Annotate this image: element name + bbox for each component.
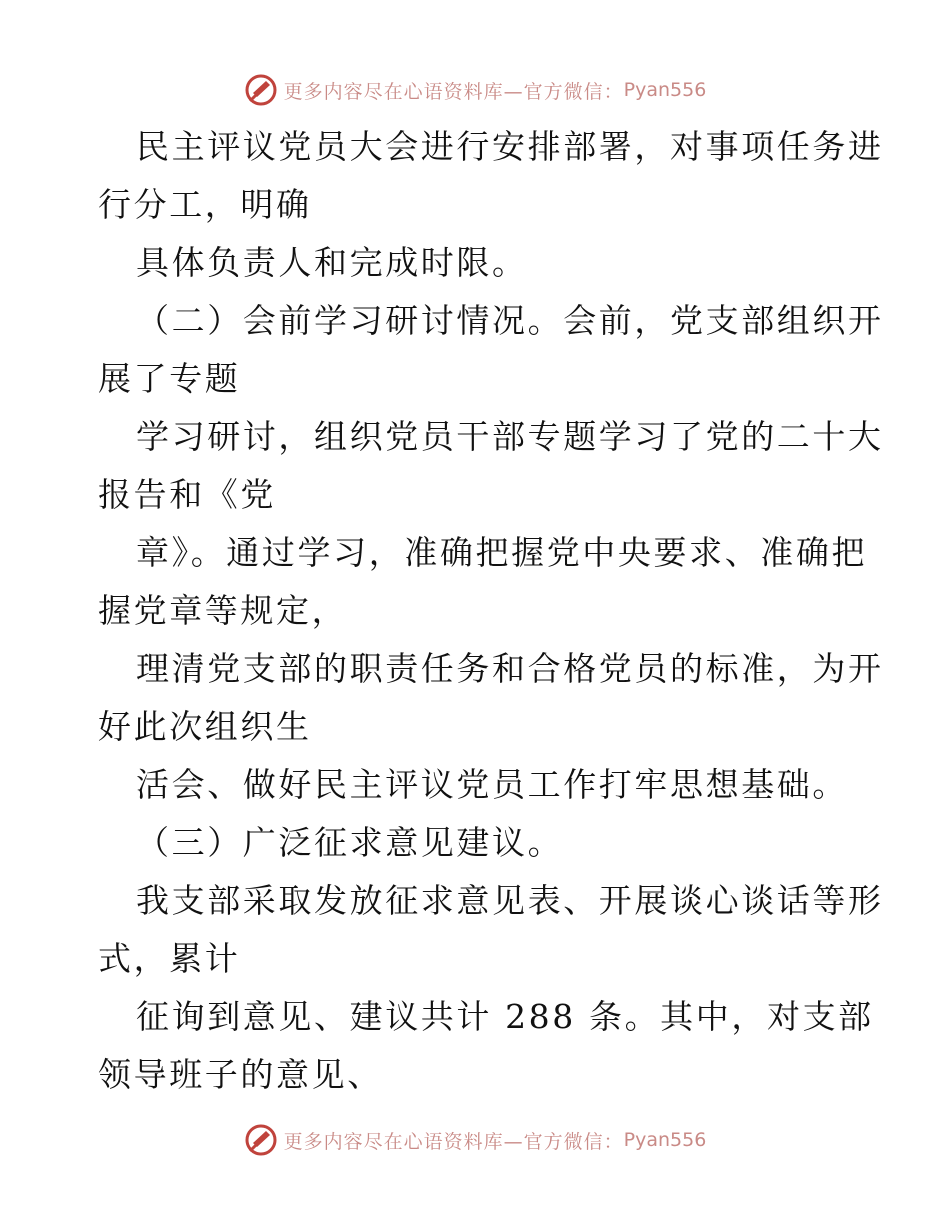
text-line: 报告和《党 xyxy=(98,475,276,514)
text-line: （二）会前学习研讨情况。会前，党支部组织开 xyxy=(136,301,884,340)
brand-logo-icon xyxy=(244,73,278,107)
text-line: 展了专题 xyxy=(98,359,241,398)
document-body xyxy=(98,118,884,1104)
header-watermark xyxy=(0,70,950,110)
watermark-text: 更多内容尽在心语资料库—官方微信： xyxy=(283,80,624,103)
text-line: 我支部采取发放征求意见表、开展谈心谈话等形 xyxy=(136,881,884,920)
text-line: 学习研讨，组织党员干部专题学习了党的二十大 xyxy=(136,417,884,456)
footer-watermark xyxy=(0,1120,950,1160)
text-line: 好此次组织生 xyxy=(98,707,312,746)
watermark-text: 更多内容尽在心语资料库—官方微信： xyxy=(283,1130,624,1153)
text-line: 活会、做好民主评议党员工作打牢思想基础。 xyxy=(136,765,848,804)
text-line: 行分工，明确 xyxy=(98,185,312,224)
text-line: 理清党支部的职责任务和合格党员的标准，为开 xyxy=(136,649,884,688)
text-line: 握党章等规定， xyxy=(98,591,348,630)
text-line: 具体负责人和完成时限。 xyxy=(136,243,528,282)
brand-logo-icon xyxy=(244,1123,278,1157)
text-line: 章》。通过学习，准确把握党中央要求、准确把 xyxy=(136,533,868,572)
watermark-id: Pyan556 xyxy=(623,79,707,101)
text-line: 民主评议党员大会进行安排部署，对事项任务进 xyxy=(136,127,884,166)
text-line: 式，累计 xyxy=(98,939,241,978)
text-line: （三）广泛征求意见建议。 xyxy=(136,823,564,862)
text-line: 征询到意见、建议共计 288 条。其中，对支部 xyxy=(136,997,874,1036)
watermark-id: Pyan556 xyxy=(623,1129,707,1151)
text-line: 领导班子的意见、 xyxy=(98,1055,383,1094)
